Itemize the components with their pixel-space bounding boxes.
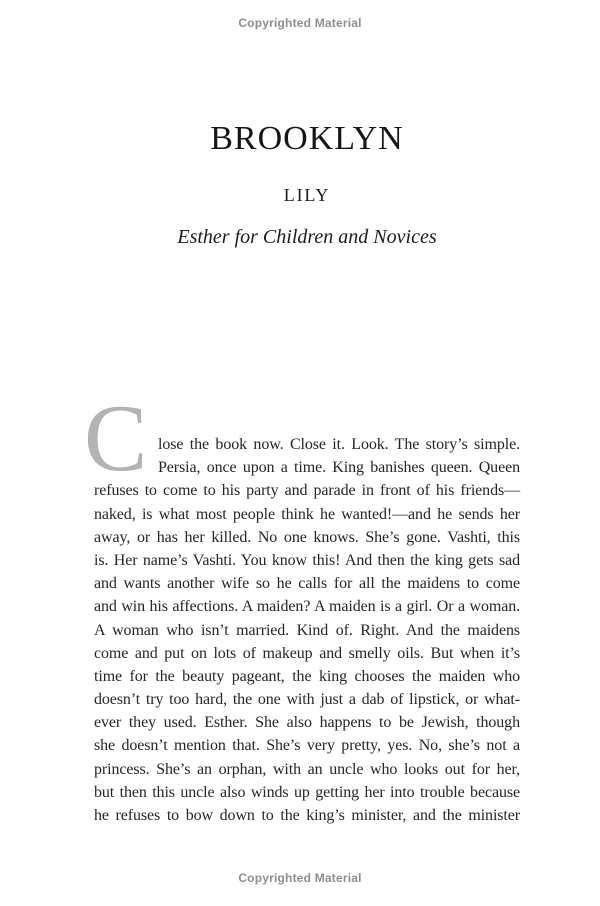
body-line: ever they used. Esther. She also happens to be Jewish, though — [94, 714, 520, 732]
chapter-subtitle: Esther for Children and Novices — [177, 226, 437, 248]
body-line: lose the book now. Close it. Look. The story’s simple. — [158, 436, 520, 453]
body-line: time for the beauty pageant, the king chooses the maiden who — [94, 667, 520, 685]
body-line: away, or has her killed. No one knows. She’s gone. Vashti, this — [94, 528, 520, 546]
copyright-notice-bottom: Copyrighted Material — [238, 871, 362, 885]
drop-cap: C — [84, 385, 148, 491]
body-line: come and put on lots of makeup and smelly oils. But when it’s — [94, 644, 520, 662]
page-title: BROOKLYN — [210, 120, 404, 157]
body-line: Persia, once upon a time. King banishes queen. Queen — [158, 459, 520, 477]
body-line: doesn’t try too hard, the one with just a dab of lipstick, or what- — [94, 691, 520, 709]
body-line: and win his affections. A maiden? A maiden is a girl. Or a woman. — [94, 598, 520, 616]
copyright-notice-top: Copyrighted Material — [238, 16, 362, 30]
body-line: A woman who isn’t married. Kind of. Right. And the maidens — [94, 621, 520, 639]
body-line: is. Her name’s Vashti. You know this! And then the king gets sad — [94, 551, 520, 569]
body-line: refuses to come to his party and parade in front of his friends— — [94, 482, 520, 500]
body-line: but then this uncle also winds up getting her into trouble because — [94, 783, 520, 801]
body-line: he refuses to bow down to the king’s minister, and the minister — [94, 807, 520, 824]
body-line: she doesn’t mention that. She’s very pretty, yes. No, she’s not a — [94, 737, 520, 755]
chapter-name: LILY — [283, 185, 331, 205]
body-line: naked, is what most people think he wanted!—and he sends her — [94, 505, 520, 523]
body-line: princess. She’s an orphan, with an uncle who looks out for her, — [94, 760, 520, 778]
body-line: and wants another wife so he calls for all the maidens to come — [94, 575, 520, 593]
body-paragraph — [94, 433, 520, 827]
